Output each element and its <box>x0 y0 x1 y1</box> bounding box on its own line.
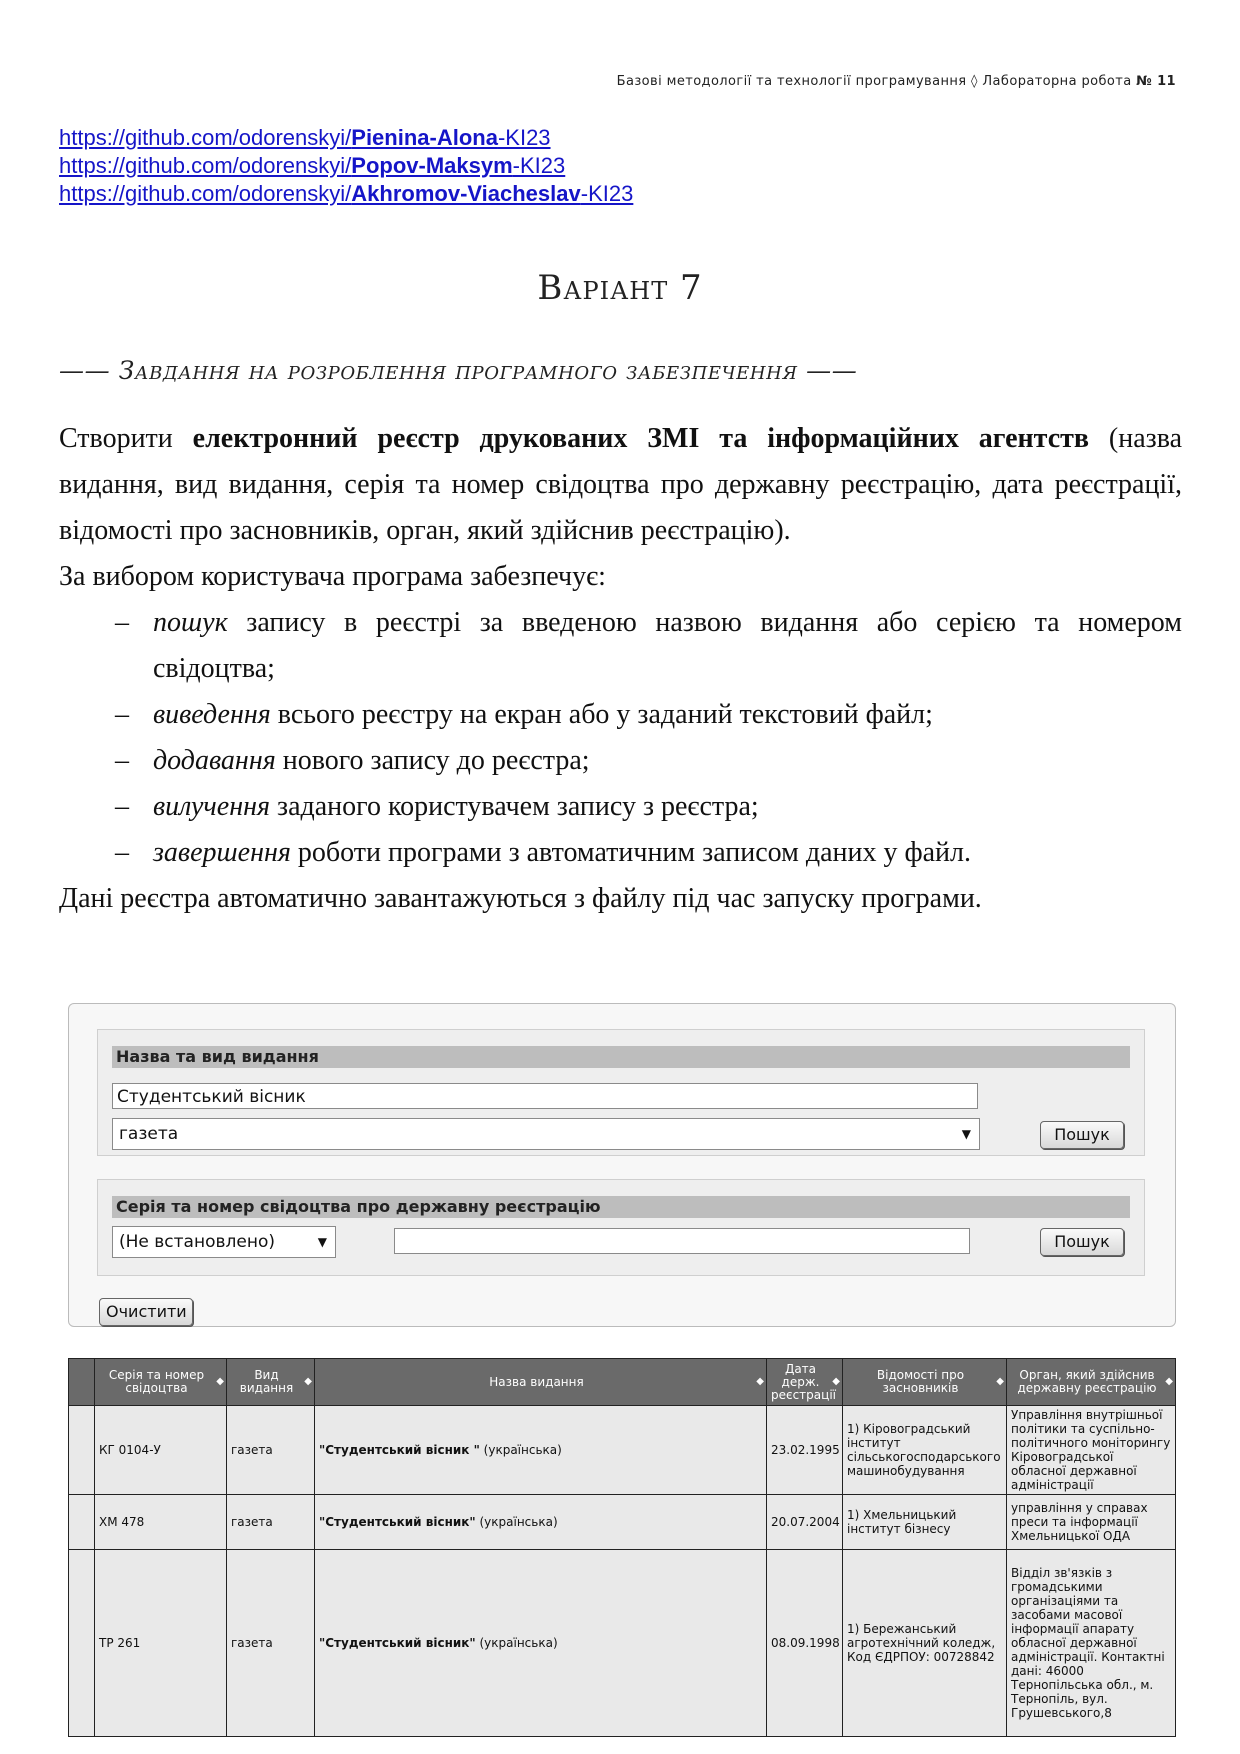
cell-founders: 1) Хмельницький інститут бізнесу <box>843 1495 1007 1550</box>
cell-date: 08.09.1998 <box>767 1550 843 1737</box>
column-header-series[interactable]: Серія та номер свідоцтва ◆ <box>95 1359 227 1406</box>
intro-paragraph: Створити електронний реєстр друкованих ЗМІ та інформаційних агентств (назва видання, вид видання, серія та номер свідоцтва про державну реєстрацію, дата реєстрації, відомості про засновників, орган, який здійснив реєстрацію). <box>59 423 1183 546</box>
cell-date: 23.02.1995 <box>767 1406 843 1495</box>
sort-icon: ◆ <box>832 1376 840 1387</box>
cell-series: КГ 0104-У <box>95 1406 227 1495</box>
publication-name-input[interactable]: Студентський вісник <box>112 1083 978 1109</box>
cell-organ: Відділ зв'язків з громадськими організаціями та засобами масової інформації апарату обласної державної адміністрації. Контактні дані: 46000 Тернопільська обл., м. Тернопіль, вул. Грушевського,8 <box>1007 1550 1176 1737</box>
column-header-date[interactable]: Дата держ. реєстрації ◆ <box>767 1359 843 1406</box>
feature-item: – виведення всього реєстру на екран або у заданий текстовий файл; <box>115 699 933 730</box>
github-link-akhromov[interactable]: https://github.com/odorenskyi/Akhromov-Viacheslav-KI23 <box>59 181 634 206</box>
cell-series: ХМ 478 <box>95 1495 227 1550</box>
name-type-fieldset <box>97 1029 1145 1156</box>
outro-line: Дані реєстра автоматично завантажуються з файлу під час запуску програми. <box>59 883 982 914</box>
cell-name: "Студентський вісник " (українська) <box>315 1406 767 1495</box>
cell-date: 20.07.2004 <box>767 1495 843 1550</box>
sort-icon: ◆ <box>756 1376 764 1387</box>
cell-type: газета <box>227 1550 315 1737</box>
task-heading: —— Завдання на розроблення програмного забезпечення —— <box>59 356 858 385</box>
row-selector[interactable] <box>69 1550 95 1737</box>
feature-item: – завершення роботи програми з автоматичним записом даних у файл. <box>115 837 972 868</box>
choice-line: За вибором користувача програма забезпечує: <box>59 561 606 592</box>
task-description <box>59 416 1182 922</box>
sort-icon: ◆ <box>216 1376 224 1387</box>
cell-name: "Студентський вісник" (українська) <box>315 1495 767 1550</box>
cell-founders: 1) Бережанський агротехнічний коледж, Код ЄДРПОУ: 00728842 <box>843 1550 1007 1737</box>
clear-button[interactable]: Очистити <box>99 1298 193 1326</box>
cell-type: газета <box>227 1406 315 1495</box>
cell-founders: 1) Кіровоградський інститут сільськогосподарського машинобудування <box>843 1406 1007 1495</box>
certificate-number-input[interactable] <box>394 1228 970 1254</box>
feature-item: – пошук запису в реєстрі за введеною назвою видання або серією та номером свідоцтва; <box>115 607 1182 684</box>
row-selector[interactable] <box>69 1495 95 1550</box>
column-header-founders[interactable]: Відомості про засновників ◆ <box>843 1359 1007 1406</box>
column-header-type[interactable]: Вид видання ◆ <box>227 1359 315 1406</box>
cell-organ: управління у справах преси та інформації Хмельницької ОДА <box>1007 1495 1176 1550</box>
dropdown-arrow-icon: ▼ <box>961 1127 971 1141</box>
row-selector-header <box>69 1359 95 1406</box>
github-link-popov[interactable]: https://github.com/odorenskyi/Popov-Maksym-KI23 <box>59 153 566 178</box>
table-row[interactable] <box>69 1550 1176 1737</box>
row-selector[interactable] <box>69 1406 95 1495</box>
series-select[interactable]: (Не встановлено) ▼ <box>112 1226 336 1258</box>
sort-icon: ◆ <box>304 1376 312 1387</box>
sort-icon: ◆ <box>1165 1376 1173 1387</box>
running-header <box>617 74 1176 89</box>
search-by-name-button[interactable]: Пошук <box>1040 1121 1124 1149</box>
header-text: Базові методології та технології програмування ◊ Лабораторна робота <box>616 74 1137 89</box>
feature-item: – вилучення заданого користувачем запису з реєстра; <box>115 791 759 822</box>
certificate-title: Серія та номер свідоцтва про державну реєстрацію <box>112 1196 1130 1218</box>
lab-number: № 11 <box>1136 74 1176 89</box>
feature-list <box>59 600 1182 876</box>
table-header-row <box>69 1359 1176 1406</box>
column-header-organ[interactable]: Орган, який здійснив державну реєстрацію ◆ <box>1007 1359 1176 1406</box>
search-by-certificate-button[interactable]: Пошук <box>1040 1228 1124 1256</box>
cell-organ: Управління внутрішньої політики та суспільно-політичного моніторингу Кіровоградської обласної державної адміністрації <box>1007 1406 1176 1495</box>
publication-type-select[interactable]: газета ▼ <box>112 1118 980 1150</box>
variant-heading: Варіант 7 <box>537 268 703 308</box>
table-row[interactable] <box>69 1495 1176 1550</box>
dropdown-arrow-icon: ▼ <box>317 1235 327 1249</box>
registry-table <box>68 1358 1176 1737</box>
certificate-fieldset <box>97 1179 1145 1276</box>
table-row[interactable] <box>69 1406 1176 1495</box>
github-link-pienina[interactable]: https://github.com/odorenskyi/Pienina-Alona-KI23 <box>59 125 551 150</box>
cell-name: "Студентський вісник" (українська) <box>315 1550 767 1737</box>
search-form-panel <box>68 1003 1176 1327</box>
github-links <box>59 124 633 208</box>
cell-series: ТР 261 <box>95 1550 227 1737</box>
cell-type: газета <box>227 1495 315 1550</box>
name-type-title: Назва та вид видання <box>112 1046 1130 1068</box>
column-header-name[interactable]: Назва видання ◆ <box>315 1359 767 1406</box>
sort-icon: ◆ <box>996 1376 1004 1387</box>
feature-item: – додавання нового запису до реєстра; <box>115 745 590 776</box>
